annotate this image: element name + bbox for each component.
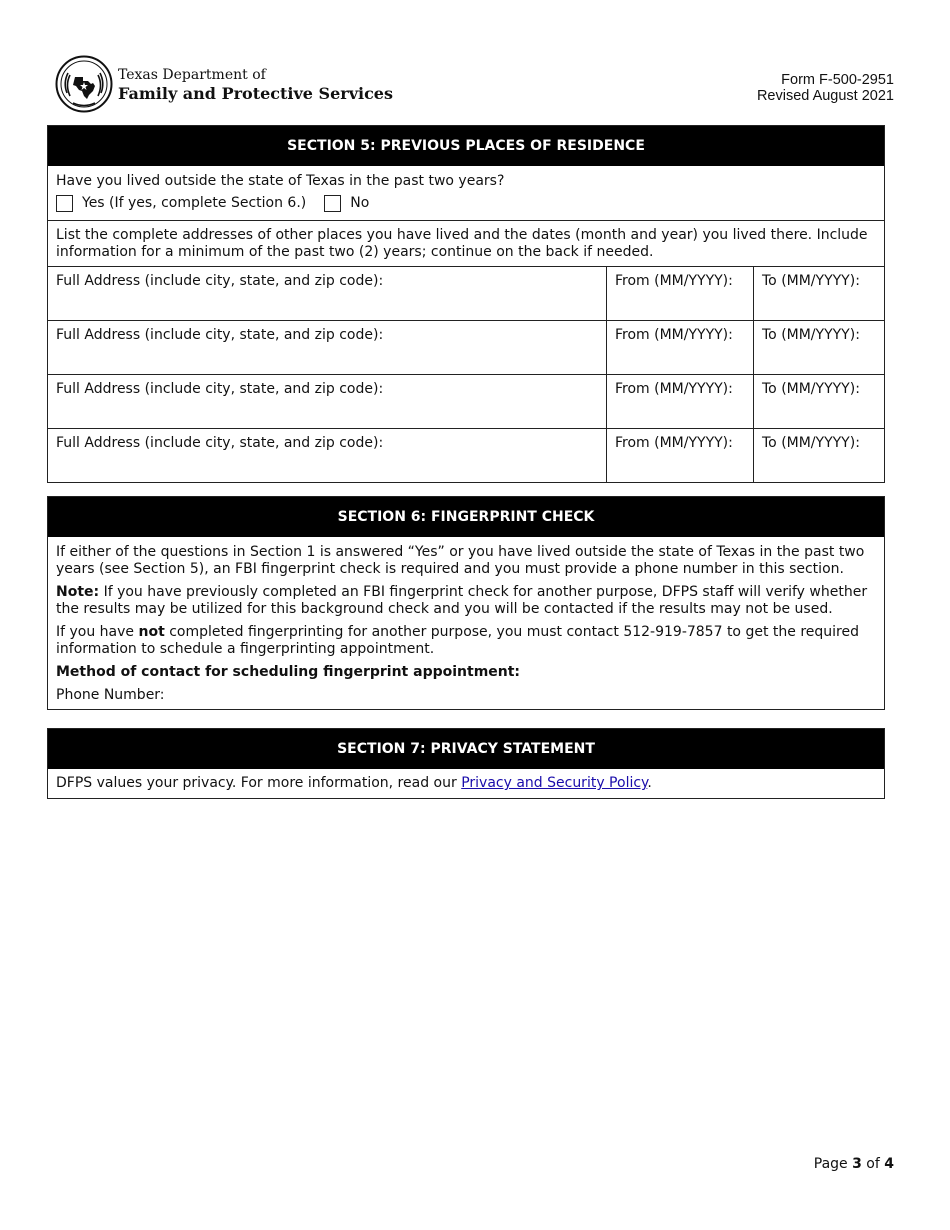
from-date-field[interactable]: From (MM/YYYY): — [606, 321, 753, 374]
fingerprint-body — [48, 537, 884, 709]
phone-number-field[interactable]: Phone Number: — [56, 687, 165, 703]
method-of-contact-label: Method of contact for scheduling fingerprint appointment: — [56, 664, 521, 680]
section-6 — [47, 496, 885, 710]
page-header — [0, 0, 950, 125]
form-number: Form F-500-2951 — [781, 72, 894, 88]
yes-label: Yes (If yes, complete Section 6.) — [82, 195, 307, 211]
current-page: 3 — [852, 1156, 862, 1172]
no-label: No — [350, 195, 370, 211]
address-field[interactable]: Full Address (include city, state, and zip code): — [56, 435, 384, 451]
privacy-statement — [48, 769, 884, 798]
privacy-text: DFPS values your privacy. For more information, read our — [56, 775, 462, 791]
outside-texas-question — [48, 166, 884, 220]
contact-text-end: completed fingerprinting for another purpose, you must contact 512-919-7857 to get the required information to schedule a fingerprinting appointment. — [56, 624, 859, 657]
of-word: of — [861, 1156, 885, 1172]
from-date-field[interactable]: From (MM/YYYY): — [606, 429, 753, 482]
address-field[interactable]: Full Address (include city, state, and zip code): — [56, 381, 384, 397]
residence-row — [48, 266, 884, 320]
section-5-title: SECTION 5: PREVIOUS PLACES OF RESIDENCE — [48, 126, 884, 166]
agency-line1: Texas Department of — [118, 67, 266, 83]
residence-instructions: List the complete addresses of other places you have lived and the dates (month and year) you lived there. Include information for a minimum of the past two (2) years; continue on the back if needed. — [48, 220, 884, 266]
yes-checkbox[interactable] — [56, 195, 73, 212]
question-options — [56, 195, 876, 212]
residence-row — [48, 374, 884, 428]
to-date-field[interactable]: To (MM/YYYY): — [753, 321, 884, 374]
total-pages: 4 — [884, 1156, 894, 1172]
from-date-field[interactable]: From (MM/YYYY): — [606, 267, 753, 320]
privacy-policy-link[interactable]: Privacy and Security Policy — [461, 775, 648, 791]
section-7-title: SECTION 7: PRIVACY STATEMENT — [48, 729, 884, 769]
agency-name — [118, 66, 393, 104]
note-text: If you have previously completed an FBI fingerprint check for another purpose, DFPS staff will verify whether the results may be utilized for this background check and you will be contacted if the results may not be used. — [56, 584, 868, 617]
contact-text-start: If you have — [56, 624, 139, 640]
section-7 — [47, 728, 885, 799]
page-word: Page — [813, 1156, 853, 1172]
fingerprint-contact-info — [56, 624, 876, 658]
from-date-field[interactable]: From (MM/YYYY): — [606, 375, 753, 428]
residence-row — [48, 320, 884, 374]
to-date-field[interactable]: To (MM/YYYY): — [753, 375, 884, 428]
form-revised-date: Revised August 2021 — [756, 88, 894, 104]
page-number — [814, 1156, 894, 1172]
fingerprint-requirement: If either of the questions in Section 1 is answered “Yes” or you have lived outside the state of Texas in the past two years (see Section 5), an FBI fingerprint check is required and you must provide a phone number in this section. — [56, 544, 865, 577]
to-date-field[interactable]: To (MM/YYYY): — [753, 267, 884, 320]
section-6-title: SECTION 6: FINGERPRINT CHECK — [48, 497, 884, 537]
to-date-field[interactable]: To (MM/YYYY): — [753, 429, 884, 482]
note-label: Note: — [56, 584, 100, 600]
no-checkbox[interactable] — [324, 195, 341, 212]
contact-text-bold: not — [138, 624, 165, 640]
address-field[interactable]: Full Address (include city, state, and zip code): — [56, 273, 384, 289]
fingerprint-note — [56, 584, 876, 618]
question-text: Have you lived outside the state of Texas in the past two years? — [56, 173, 505, 189]
section-5 — [47, 125, 885, 483]
privacy-end: . — [647, 775, 652, 791]
residence-row — [48, 428, 884, 482]
form-id — [757, 72, 894, 104]
dfps-seal-icon — [55, 55, 113, 113]
address-field[interactable]: Full Address (include city, state, and zip code): — [56, 327, 384, 343]
agency-line2: Family and Protective Services — [118, 84, 393, 103]
